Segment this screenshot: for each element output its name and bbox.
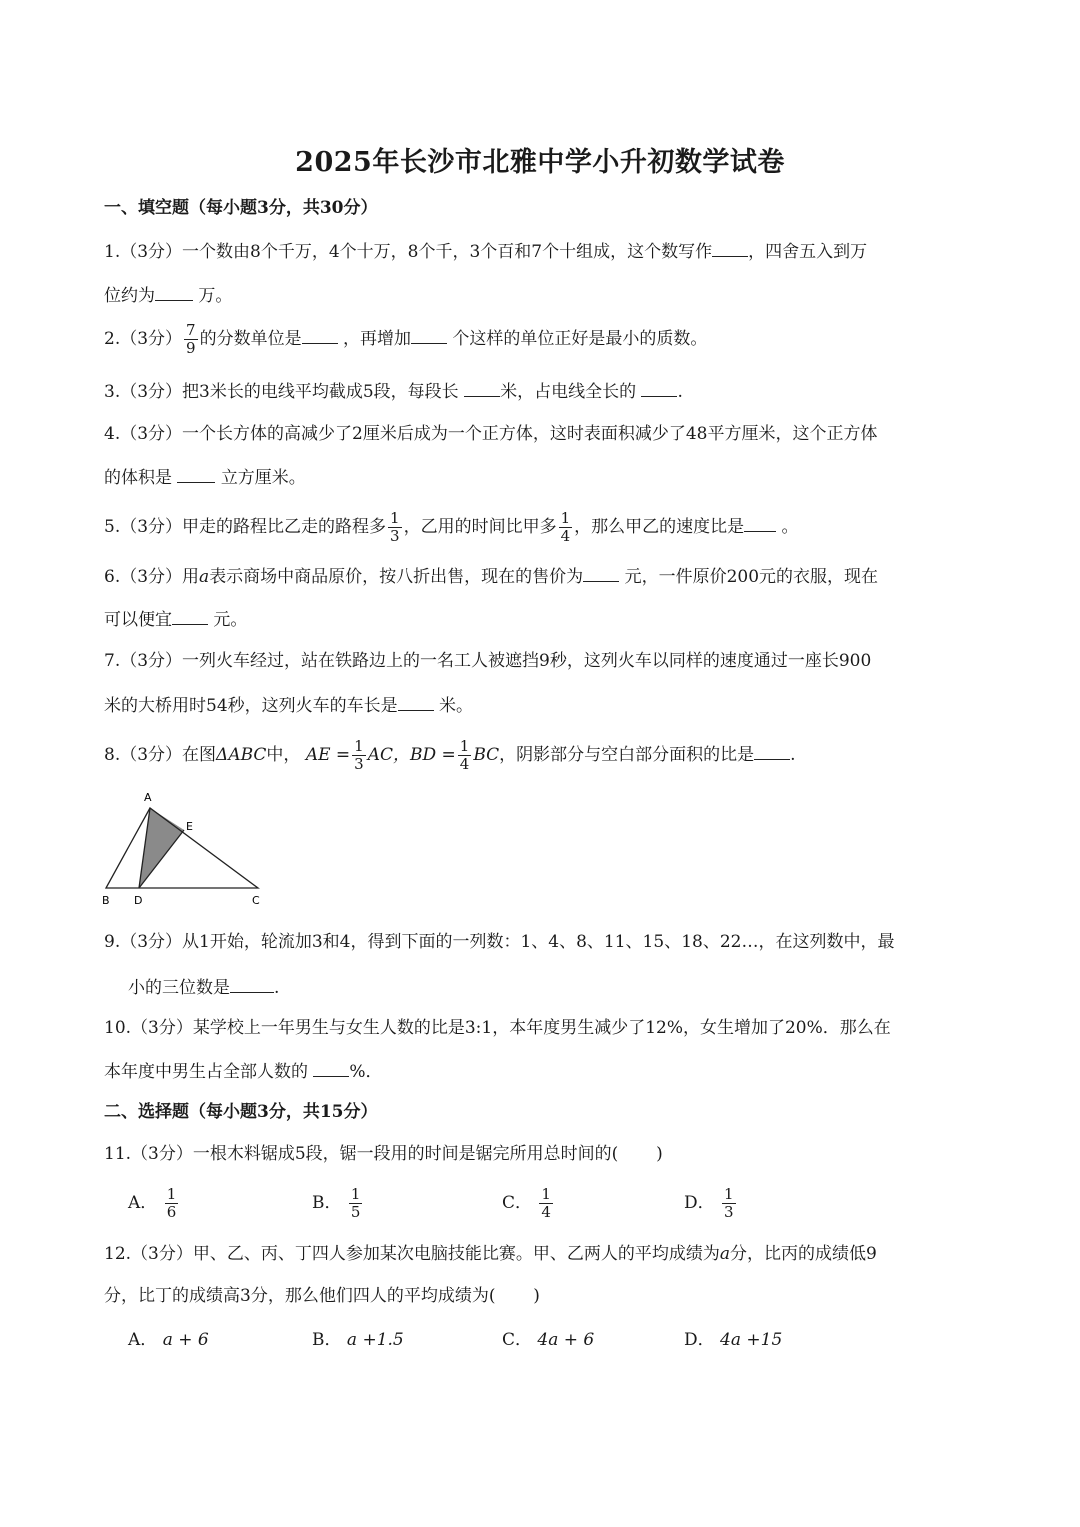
- question-9-line-2: 小的三位数是 .: [128, 974, 279, 1000]
- label-b: B: [102, 894, 110, 907]
- answer-blank: [754, 741, 790, 760]
- answer-blank: [302, 325, 338, 344]
- fraction: $\frac{1}{3}$: [390, 509, 400, 545]
- answer-blank: [411, 325, 447, 344]
- question-12-line-1: 12.（3分）甲、乙、丙、丁四人参加某次电脑技能比赛。甲、乙两人的平均成绩为a分，比丙的成绩低9: [104, 1244, 877, 1264]
- label-c: C: [252, 894, 260, 907]
- question-9-line-1: 9.（3分）从1开始，轮流加3和4，得到下面的一列数：1、4、8、11、15、18、22…，在这列数中，最: [104, 932, 895, 952]
- answer-blank: [230, 974, 274, 993]
- label-a: A: [144, 791, 152, 804]
- answer-blank: [744, 513, 776, 532]
- question-3: 3.（3分）把3米长的电线平均截成5段，每段长 米，占电线全长的 .: [104, 378, 683, 404]
- label-d: D: [134, 894, 143, 907]
- question-6-line-2: 可以便宜 元。: [104, 606, 247, 632]
- section-multiple-choice: 二、选择题（每小题3分，共15分）: [104, 1102, 378, 1122]
- option-d[interactable]: D． 4a +15: [684, 1330, 783, 1350]
- answer-blank: [172, 606, 208, 625]
- question-1-line-1: 1.（3分）一个数由8个千万，4个十万，8个千，3个百和7个十组成，这个数写作 ，四舍五入到万: [104, 238, 867, 264]
- label-e: E: [186, 820, 193, 833]
- option-b[interactable]: B． a +1.5: [312, 1330, 404, 1350]
- question-10-line-2: 本年度中男生占全部人数的 %．: [104, 1058, 383, 1084]
- question-7-line-1: 7.（3分）一列火车经过，站在铁路边上的一名工人被遮挡9秒，这列火车以同样的速度通过一座长900: [104, 651, 872, 671]
- answer-blank: [155, 282, 193, 301]
- answer-blank: [712, 238, 748, 257]
- question-6-line-1: 6.（3分）用a表示商场中商品原价，按八折出售，现在的售价为 元，一件原价200元的衣服，现在: [104, 563, 878, 589]
- question-4-line-2: 的体积是 立方厘米。: [104, 464, 306, 490]
- question-12-line-2: 分，比丁的成绩高3分，那么他们四人的平均成绩为( ): [104, 1286, 540, 1306]
- answer-blank: [177, 464, 215, 483]
- option-a[interactable]: A． $\frac{1}{6}$: [128, 1185, 177, 1221]
- shaded-region: [139, 808, 184, 888]
- question-1-line-2: 位约为 万。: [104, 282, 232, 308]
- answer-blank: [313, 1058, 349, 1077]
- fraction: $\frac{1}{4}$: [459, 737, 470, 773]
- option-c[interactable]: C． 4a + 6: [502, 1330, 595, 1350]
- question-7-line-2: 米的大桥用时54秒，这列火车的车长是 米。: [104, 692, 473, 718]
- answer-blank: [398, 692, 434, 711]
- question-2: 2.（3分） $\frac{7}{9}$ 的分数单位是 ，再增加 个这样的单位正好是最小的质数。: [104, 321, 708, 357]
- fraction: $\frac{7}{9}$: [186, 321, 196, 357]
- question-8: 8.（3分）在图ΔABC中， AE = $\frac{1}{3}$ AC，BD = $\frac{1}{4}$ BC，阴影部分与空白部分面积的比是 .: [104, 737, 796, 773]
- option-d[interactable]: D． $\frac{1}{3}$: [684, 1185, 734, 1221]
- question-5: 5.（3分）甲走的路程比乙走的路程多 $\frac{1}{3}$ ，乙用的时间比甲多 $\frac{1}{4}$ ，那么甲乙的速度比是 。: [104, 509, 799, 545]
- fraction: $\frac{1}{4}$: [560, 509, 571, 545]
- section-fill-in: 一、填空题（每小题3分，共30分）: [104, 198, 378, 218]
- option-c[interactable]: C． $\frac{1}{4}$: [502, 1185, 551, 1221]
- question-4-line-1: 4.（3分）一个长方体的高减少了2厘米后成为一个正方体，这时表面积减少了48平方厘米，这个正方体: [104, 424, 878, 444]
- answer-blank: [641, 378, 677, 397]
- fraction: $\frac{1}{3}$: [354, 737, 364, 773]
- option-a[interactable]: A． a + 6: [128, 1330, 209, 1350]
- answer-blank: [464, 378, 500, 397]
- triangle-abc: [106, 808, 258, 888]
- page-title: 2025年长沙市北雅中学小升初数学试卷: [295, 147, 785, 178]
- question-10-line-1: 10.（3分）某学校上一年男生与女生人数的比是3:1，本年度男生减少了12%，女生增加了20%．那么在: [104, 1018, 891, 1038]
- triangle-figure: [98, 786, 278, 910]
- answer-blank: [583, 563, 619, 582]
- question-11: 11.（3分）一根木料锯成5段，锯一段用的时间是锯完所用总时间的( ): [104, 1144, 663, 1164]
- option-b[interactable]: B． $\frac{1}{5}$: [312, 1185, 361, 1221]
